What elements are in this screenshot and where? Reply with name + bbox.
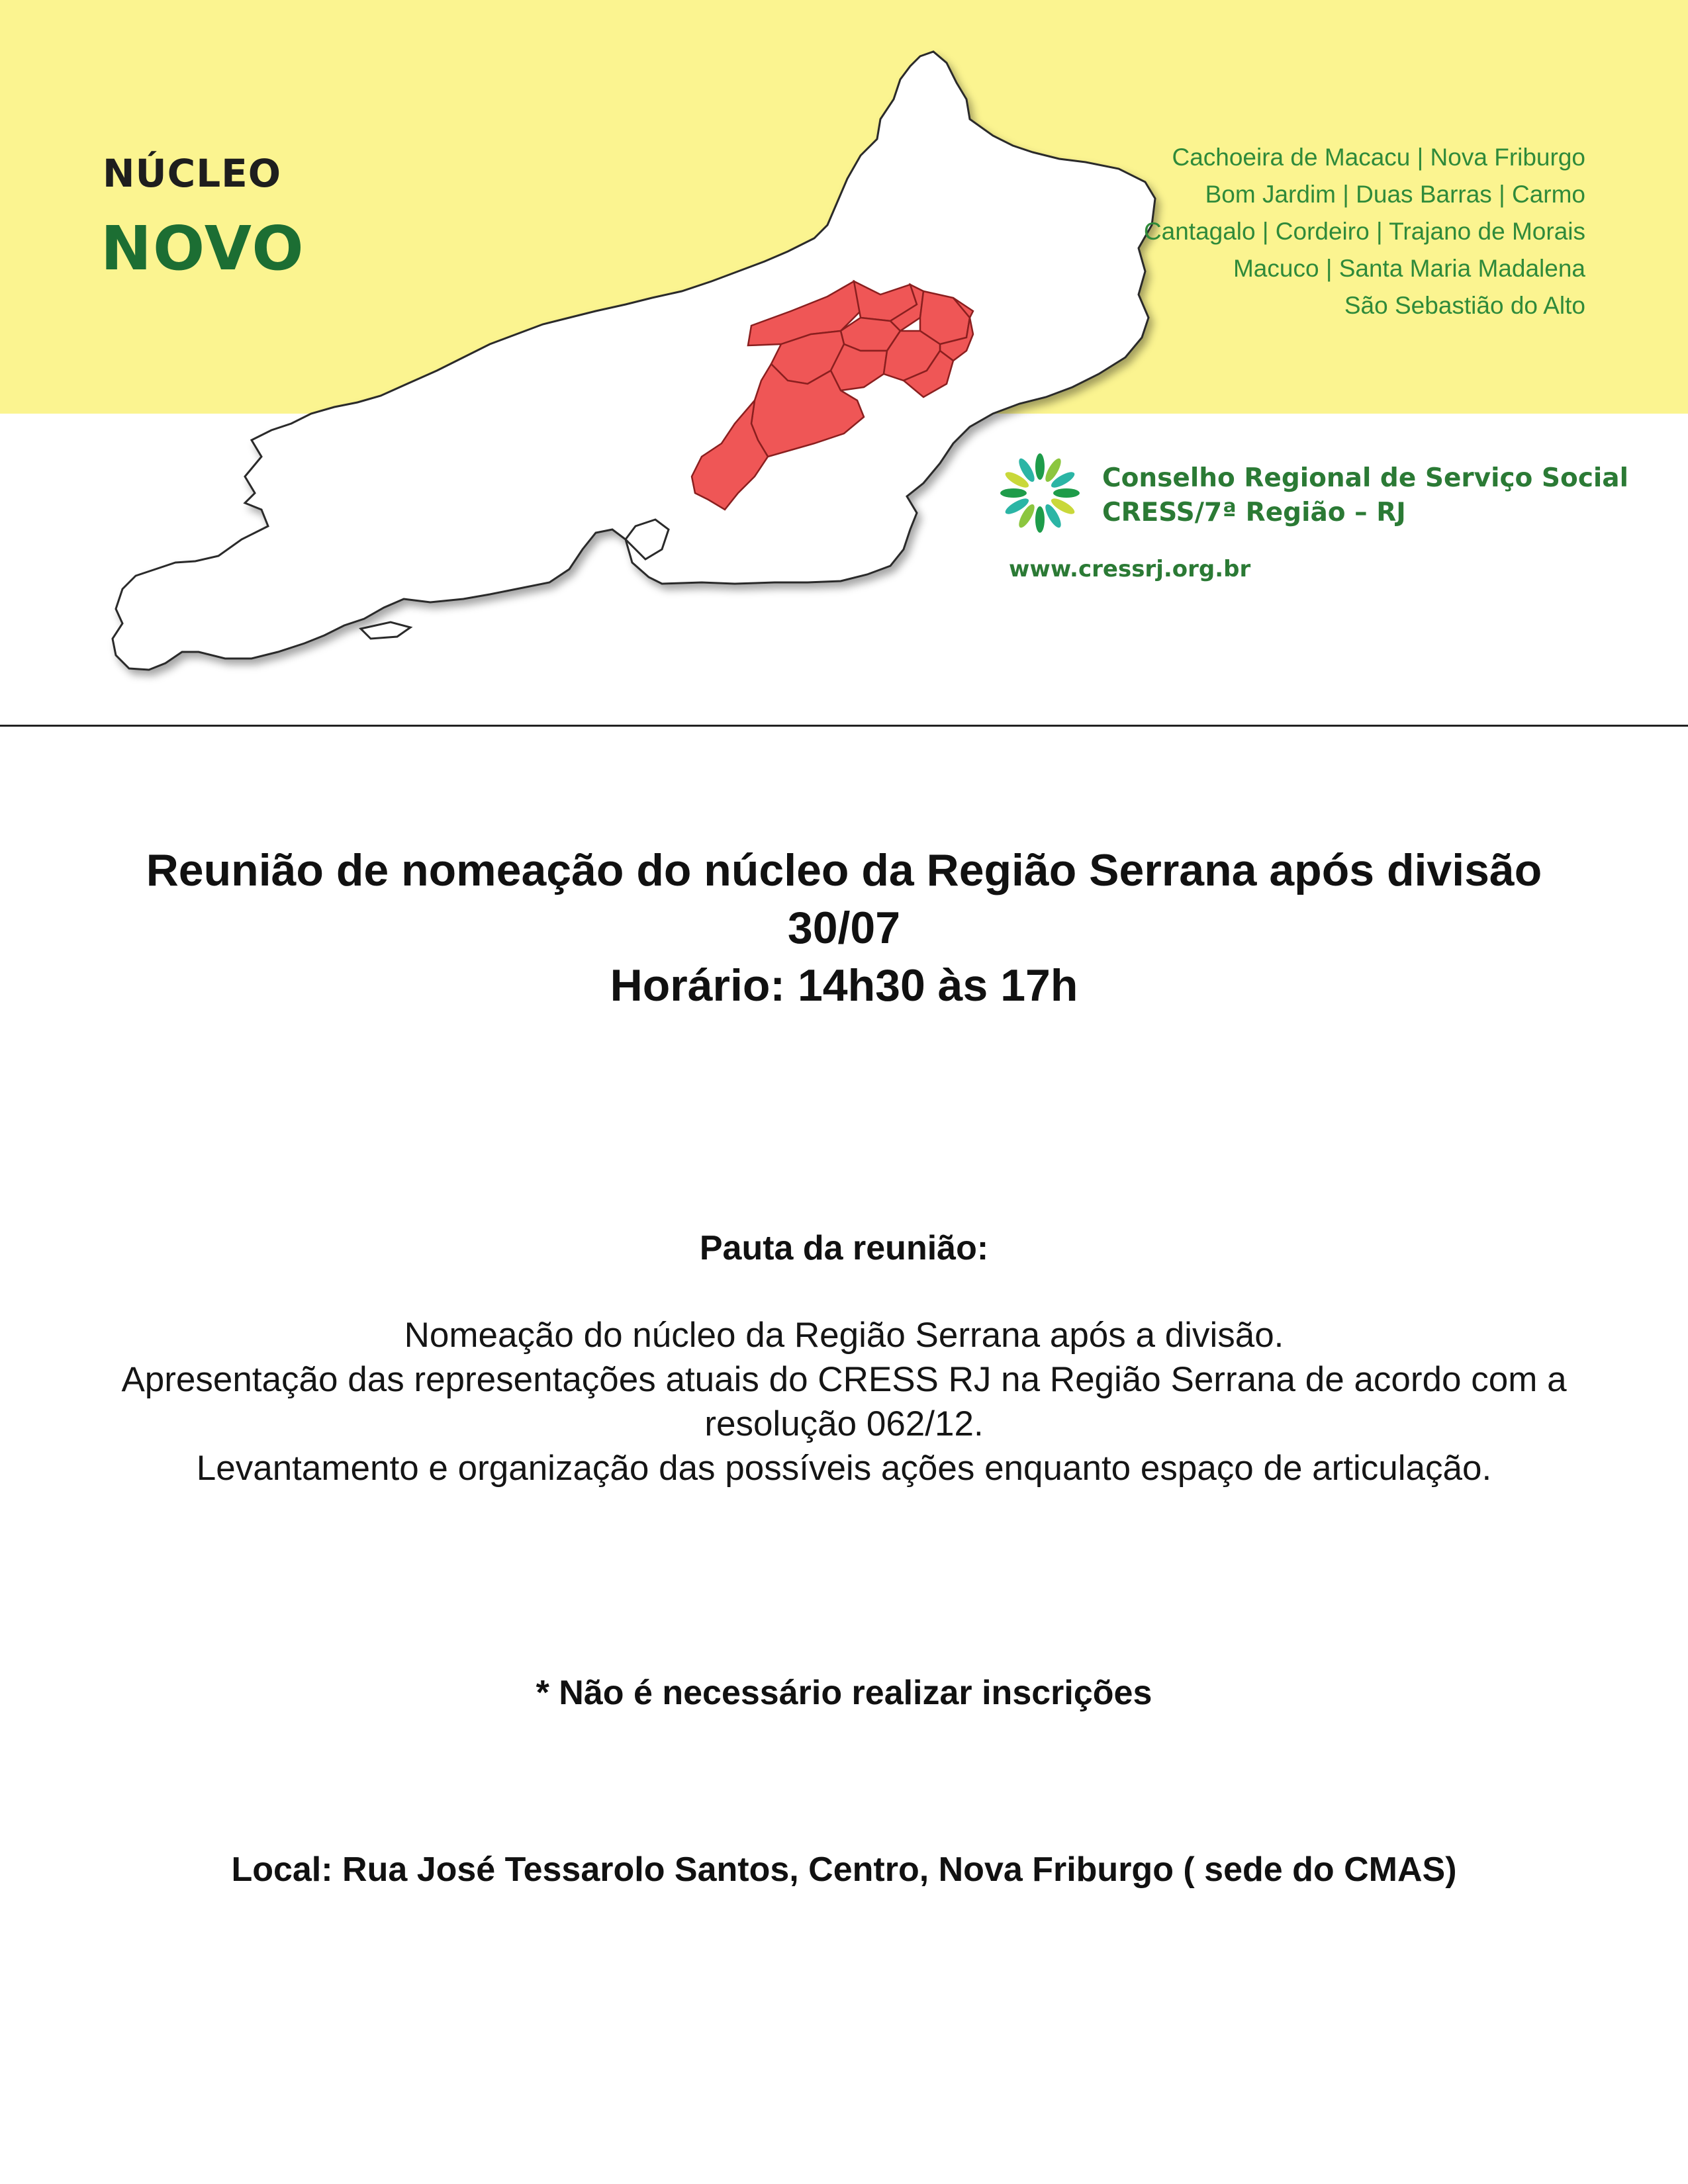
cities-list	[1144, 139, 1585, 324]
header-banner	[0, 0, 1688, 723]
city-line: Macuco | Santa Maria Madalena	[1233, 255, 1585, 282]
city-line: Cachoeira de Macacu | Nova Friburgo	[1172, 144, 1585, 171]
location-text: Local: Rua José Tessarolo Santos, Centro, Nova Friburgo ( sede do CMAS)	[231, 1850, 1457, 1889]
cress-hands-logo-icon	[997, 450, 1083, 536]
title-line: Reunião de nomeação do núcleo da Região Serrana após divisão	[146, 845, 1542, 895]
city-line: Bom Jardim | Duas Barras | Carmo	[1205, 181, 1585, 208]
divider	[0, 725, 1688, 727]
rio-de-janeiro-state-map	[0, 0, 1688, 723]
agenda-item: resolução 062/12.	[704, 1404, 984, 1443]
agenda-item: Nomeação do núcleo da Região Serrana após a divisão.	[404, 1316, 1284, 1355]
council-name	[1102, 461, 1628, 530]
agenda-heading: Pauta da reunião:	[699, 1229, 989, 1267]
meeting-title	[40, 842, 1648, 1015]
meeting-time: Horário: 14h30 às 17h	[610, 960, 1078, 1011]
nucleo-label: NÚCLEO	[103, 151, 282, 196]
island-outline	[361, 622, 410, 639]
city-line: São Sebastião do Alto	[1344, 292, 1585, 319]
meeting-date: 30/07	[787, 903, 901, 953]
agenda-item: Levantamento e organização das possíveis ações enquanto espaço de articulação.	[196, 1449, 1492, 1488]
council-name-line2: CRESS/7ª Região – RJ	[1102, 498, 1406, 527]
website-link[interactable]: www.cressrj.org.br	[1009, 556, 1251, 582]
agenda-list	[40, 1313, 1648, 1490]
agenda-item: Apresentação das representações atuais do CRESS RJ na Região Serrana de acordo com a	[121, 1360, 1567, 1399]
novo-label: NOVO	[101, 213, 305, 284]
registration-note: * Não é necessário realizar inscrições	[536, 1674, 1152, 1712]
city-line: Cantagalo | Cordeiro | Trajano de Morais	[1143, 218, 1585, 245]
state-outline	[113, 52, 1155, 670]
council-name-line1: Conselho Regional de Serviço Social	[1102, 463, 1628, 493]
